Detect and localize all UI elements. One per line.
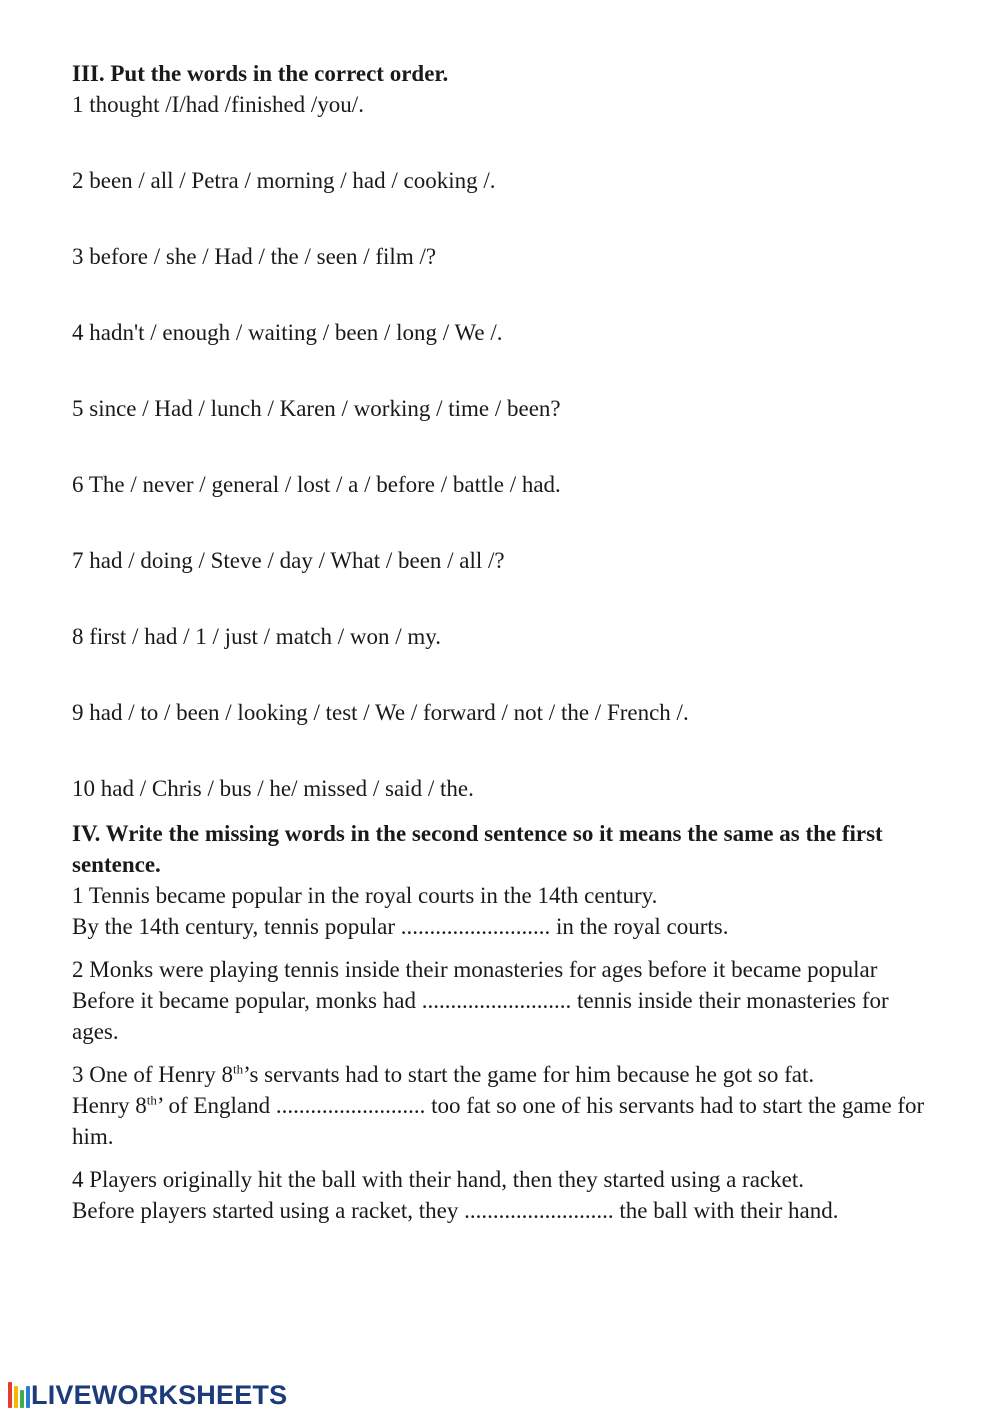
- order-item-7: 7 had / doing / Steve / day / What / been / all /?: [72, 548, 505, 573]
- liveworksheets-logo-icon: [8, 1382, 30, 1408]
- order-item-9: 9 had / to / been / looking / test / We / forward / not / the / French /.: [72, 700, 689, 725]
- task-3-first-superscript: th: [232, 1061, 244, 1077]
- rewrite-task-4: [72, 1164, 932, 1226]
- worksheet-page: [72, 58, 932, 1238]
- order-item-4: 4 hadn't / enough / waiting / been / long / We /.: [72, 320, 503, 345]
- task-3-second-superscript: th: [146, 1092, 157, 1108]
- task-3-first-part-a: 3 One of Henry 8: [72, 1062, 233, 1087]
- order-item-5: 5 since / Had / lunch / Karen / working / time / been?: [72, 396, 561, 421]
- task-3-first-part-b: ’s servants had to start the game for him because he got so fat.: [243, 1062, 815, 1087]
- order-item-6: 6 The / never / general / lost / a / before / battle / had.: [72, 472, 561, 497]
- task-3-first-sentence: [72, 1059, 932, 1090]
- task-3-second-sentence: [72, 1090, 932, 1152]
- order-item-8: 8 first / had / 1 / just / match / won / my.: [72, 624, 442, 649]
- section-3-list: [72, 89, 932, 804]
- task-1-second-sentence: By the 14th century, tennis popular .......................... in the royal courts.: [72, 914, 729, 939]
- liveworksheets-footer[interactable]: [8, 1380, 287, 1410]
- task-2-second-sentence: Before it became popular, monks had .......................... tennis inside their monasteries for ages.: [72, 988, 889, 1044]
- task-3-second-part-b: ’ of England .......................... too fat so one of his servants had to start the game for him.: [72, 1093, 925, 1149]
- section-3-title: III. Put the words in the correct order.: [72, 61, 449, 86]
- rewrite-task-1: [72, 880, 932, 942]
- task-2-first-sentence: 2 Monks were playing tennis inside their monasteries for ages before it became popular: [72, 957, 878, 982]
- section-4-title: IV. Write the missing words in the second sentence so it means the same as the first sentence.: [72, 821, 883, 877]
- task-3-second-part-a: Henry 8: [72, 1093, 147, 1118]
- order-item-1: 1 thought /I/had /finished /you/.: [72, 92, 364, 117]
- task-4-second-sentence: Before players started using a racket, they .......................... the ball with their hand.: [72, 1198, 839, 1223]
- order-item-3: 3 before / she / Had / the / seen / film /?: [72, 244, 437, 269]
- order-item-2: 2 been / all / Petra / morning / had / cooking /.: [72, 168, 496, 193]
- rewrite-task-2: [72, 954, 932, 1047]
- liveworksheets-brand: LIVEWORKSHEETS: [31, 1379, 288, 1410]
- task-1-first-sentence: 1 Tennis became popular in the royal courts in the 14th century.: [72, 883, 658, 908]
- order-item-10: 10 had / Chris / bus / he/ missed / said / the.: [72, 776, 474, 801]
- rewrite-task-3: [72, 1059, 932, 1152]
- task-4-first-sentence: 4 Players originally hit the ball with their hand, then they started using a racket.: [72, 1167, 804, 1192]
